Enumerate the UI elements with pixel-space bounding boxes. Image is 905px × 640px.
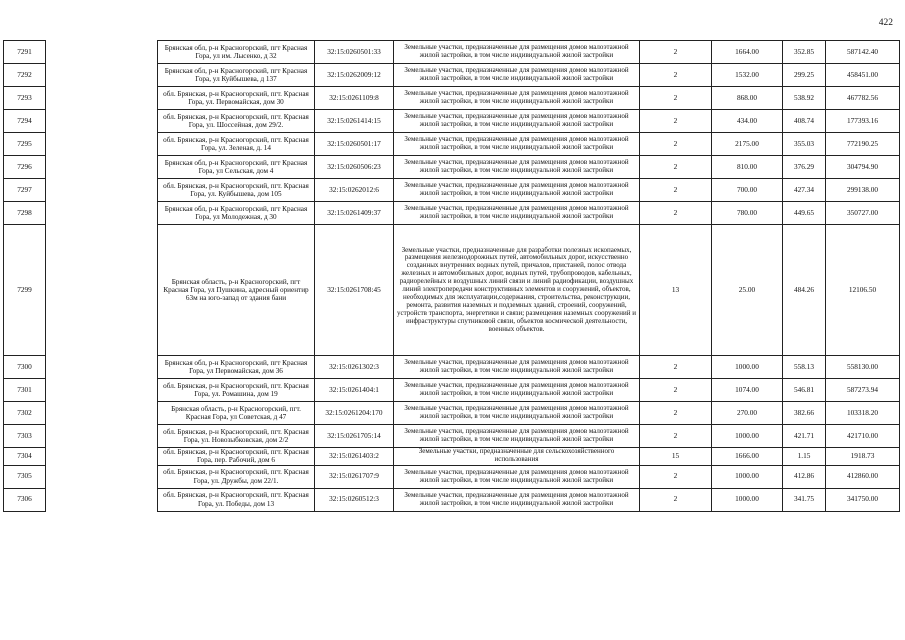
cadastral-number-cell: 32:15:0262009:12 bbox=[315, 64, 394, 87]
cadastral-number-cell: 32:15:0261705:14 bbox=[315, 425, 394, 448]
specific-value-cell: 408.74 bbox=[783, 110, 826, 133]
cadastral-number-cell: 32:15:0260501:33 bbox=[315, 41, 394, 64]
row-gap bbox=[46, 356, 158, 379]
land-use-cell: Земельные участки, предназначенные для сельскохозяйственного использования bbox=[394, 448, 640, 466]
group-cell: 2 bbox=[640, 179, 712, 202]
group-cell: 2 bbox=[640, 356, 712, 379]
cadastral-value-cell: 103318.20 bbox=[826, 402, 900, 425]
row-gap bbox=[46, 110, 158, 133]
row-number: 7292 bbox=[4, 64, 46, 87]
cadastral-value-cell: 587273.94 bbox=[826, 379, 900, 402]
table-row bbox=[4, 110, 900, 133]
row-number: 7298 bbox=[4, 202, 46, 225]
table-row bbox=[4, 156, 900, 179]
row-gap bbox=[46, 425, 158, 448]
group-cell: 2 bbox=[640, 488, 712, 511]
specific-value-cell: 1.15 bbox=[783, 448, 826, 466]
table-row bbox=[4, 202, 900, 225]
cadastral-value-cell: 341750.00 bbox=[826, 488, 900, 511]
address-cell: обл. Брянская, р-н Красногорский, пгт. Красная Гора, пер. Рабочий, дом 6 bbox=[158, 448, 315, 466]
specific-value-cell: 427.34 bbox=[783, 179, 826, 202]
row-number: 7305 bbox=[4, 465, 46, 488]
cadastral-number-cell: 32:15:0261708:45 bbox=[315, 225, 394, 356]
cadastral-number-cell: 32:15:0261204:170 bbox=[315, 402, 394, 425]
cadastral-value-cell: 350727.00 bbox=[826, 202, 900, 225]
address-cell: Брянская обл, р-н Красногорский, пгт Красная Гора, ул им. Лысенко, д 32 bbox=[158, 41, 315, 64]
table-row bbox=[4, 64, 900, 87]
address-cell: Брянская область, р-н Красногорский, пгт. Красная Гора, ул Советская, д 47 bbox=[158, 402, 315, 425]
area-cell: 780.00 bbox=[712, 202, 783, 225]
group-cell: 2 bbox=[640, 41, 712, 64]
row-gap bbox=[46, 202, 158, 225]
group-cell: 2 bbox=[640, 156, 712, 179]
row-gap bbox=[46, 133, 158, 156]
land-use-cell: Земельные участки, предназначенные для размещения домов малоэтажной жилой застройки, в том числе индивидуальной жилой застройки bbox=[394, 156, 640, 179]
address-cell: обл. Брянская, р-н Красногорский, пгт. Красная Гора, ул. Победы, дом 13 bbox=[158, 488, 315, 511]
row-number: 7293 bbox=[4, 87, 46, 110]
specific-value-cell: 449.65 bbox=[783, 202, 826, 225]
cadastral-value-cell: 299138.00 bbox=[826, 179, 900, 202]
row-number: 7306 bbox=[4, 488, 46, 511]
row-number: 7304 bbox=[4, 448, 46, 466]
row-number: 7301 bbox=[4, 379, 46, 402]
specific-value-cell: 376.29 bbox=[783, 156, 826, 179]
table-row bbox=[4, 87, 900, 110]
row-number: 7302 bbox=[4, 402, 46, 425]
cadastral-value-cell: 458451.00 bbox=[826, 64, 900, 87]
cadastral-value-cell: 304794.90 bbox=[826, 156, 900, 179]
group-cell: 15 bbox=[640, 448, 712, 466]
land-use-cell: Земельные участки, предназначенные для размещения домов малоэтажной жилой застройки, в том числе индивидуальной жилой застройки bbox=[394, 41, 640, 64]
address-cell: Брянская обл, р-н Красногорский, пгт Красная Гора, ул Куйбышева, д 137 bbox=[158, 64, 315, 87]
specific-value-cell: 299.25 bbox=[783, 64, 826, 87]
cadastral-number-cell: 32:15:0261302:3 bbox=[315, 356, 394, 379]
address-cell: обл. Брянская, р-н Красногорский, пгт. Красная Гора, ул. Дружбы, дом 22/1. bbox=[158, 465, 315, 488]
group-cell: 2 bbox=[640, 133, 712, 156]
table-row bbox=[4, 133, 900, 156]
group-cell: 2 bbox=[640, 425, 712, 448]
area-cell: 270.00 bbox=[712, 402, 783, 425]
table-row bbox=[4, 488, 900, 511]
area-cell: 2175.00 bbox=[712, 133, 783, 156]
specific-value-cell: 382.66 bbox=[783, 402, 826, 425]
row-gap bbox=[46, 41, 158, 64]
row-gap bbox=[46, 465, 158, 488]
cadastral-number-cell: 32:15:0261409:37 bbox=[315, 202, 394, 225]
area-cell: 1000.00 bbox=[712, 465, 783, 488]
area-cell: 1074.00 bbox=[712, 379, 783, 402]
land-use-cell: Земельные участки, предназначенные для размещения домов малоэтажной жилой застройки, в том числе индивидуальной жилой застройки bbox=[394, 402, 640, 425]
cadastral-number-cell: 32:15:0261403:2 bbox=[315, 448, 394, 466]
land-use-cell: Земельные участки, предназначенные для разработки полезных ископаемых, размещения железнодорожных путей, автомобильных дорог, искусственно созданных внутренних водных путей, причалов, пристаней, полос отвода железных и автомобильных дорог, водных путей, трубопроводов, кабельных, радиорелейных и воздушных линий связи и линий радиофикации, воздушных линий электропередачи конструктивных элементов и сооружений, объектов, необходимых для эксплуатации,содержания, строительства, реконструкции, ремонта, развития наземных и подземных зданий, строений, сооружений, устройств транспорта, энергетики и связи; размещения наземных сооружений и инфраструктуры спутниковой связи, объектов космической деятельности, военных объектов. bbox=[394, 225, 640, 356]
area-cell: 1532.00 bbox=[712, 64, 783, 87]
land-use-cell: Земельные участки, предназначенные для размещения домов малоэтажной жилой застройки, в том числе индивидуальной жилой застройки bbox=[394, 179, 640, 202]
address-cell: Брянская область, р-н Красногорский, пгт Красная Гора, ул Пушкина, адресный ориентир 63м на юго-запад от здания бани bbox=[158, 225, 315, 356]
row-number: 7299 bbox=[4, 225, 46, 356]
cadastral-number-cell: 32:15:0260506:23 bbox=[315, 156, 394, 179]
row-number: 7296 bbox=[4, 156, 46, 179]
specific-value-cell: 546.81 bbox=[783, 379, 826, 402]
specific-value-cell: 341.75 bbox=[783, 488, 826, 511]
table-row bbox=[4, 179, 900, 202]
page-number: 422 bbox=[878, 18, 893, 28]
group-cell: 2 bbox=[640, 379, 712, 402]
group-cell: 2 bbox=[640, 465, 712, 488]
group-cell: 13 bbox=[640, 225, 712, 356]
cadastral-number-cell: 32:15:0261707:9 bbox=[315, 465, 394, 488]
specific-value-cell: 412.86 bbox=[783, 465, 826, 488]
row-gap bbox=[46, 156, 158, 179]
address-cell: обл. Брянская, р-н Красногорский, пгт. Красная Гора, ул. Первомайская, дом 30 bbox=[158, 87, 315, 110]
cadastral-number-cell: 32:15:0260512:3 bbox=[315, 488, 394, 511]
address-cell: обл. Брянская, р-н Красногорский, пгт. Красная Гора, ул. Ромашина, дом 19 bbox=[158, 379, 315, 402]
group-cell: 2 bbox=[640, 402, 712, 425]
row-gap bbox=[46, 379, 158, 402]
row-number: 7303 bbox=[4, 425, 46, 448]
land-registry-table bbox=[3, 40, 900, 512]
row-gap bbox=[46, 179, 158, 202]
address-cell: обл. Брянская, р-н Красногорский, пгт. Красная Гора, ул. Шоссейная, дом 29/2. bbox=[158, 110, 315, 133]
cadastral-number-cell: 32:15:0262012:6 bbox=[315, 179, 394, 202]
specific-value-cell: 538.92 bbox=[783, 87, 826, 110]
land-use-cell: Земельные участки, предназначенные для размещения домов малоэтажной жилой застройки, в том числе индивидуальной жилой застройки bbox=[394, 425, 640, 448]
land-use-cell: Земельные участки, предназначенные для размещения домов малоэтажной жилой застройки, в том числе индивидуальной жилой застройки bbox=[394, 202, 640, 225]
group-cell: 2 bbox=[640, 64, 712, 87]
cadastral-value-cell: 558130.00 bbox=[826, 356, 900, 379]
table-row bbox=[4, 448, 900, 466]
row-gap bbox=[46, 225, 158, 356]
row-gap bbox=[46, 87, 158, 110]
specific-value-cell: 421.71 bbox=[783, 425, 826, 448]
specific-value-cell: 355.03 bbox=[783, 133, 826, 156]
row-number: 7300 bbox=[4, 356, 46, 379]
address-cell: обл. Брянская, р-н Красногорский, пгт. Красная Гора, ул. Новозыбковская, дом 2/2 bbox=[158, 425, 315, 448]
table-row bbox=[4, 379, 900, 402]
cadastral-value-cell: 12106.50 bbox=[826, 225, 900, 356]
cadastral-number-cell: 32:15:0261109:8 bbox=[315, 87, 394, 110]
specific-value-cell: 558.13 bbox=[783, 356, 826, 379]
row-gap bbox=[46, 64, 158, 87]
cadastral-value-cell: 177393.16 bbox=[826, 110, 900, 133]
area-cell: 1664.00 bbox=[712, 41, 783, 64]
address-cell: обл. Брянская, р-н Красногорский, пгт. Красная Гора, ул. Зеленая, д. 14 bbox=[158, 133, 315, 156]
land-use-cell: Земельные участки, предназначенные для размещения домов малоэтажной жилой застройки, в том числе индивидуальной жилой застройки bbox=[394, 110, 640, 133]
row-number: 7291 bbox=[4, 41, 46, 64]
area-cell: 810.00 bbox=[712, 156, 783, 179]
cadastral-value-cell: 421710.00 bbox=[826, 425, 900, 448]
group-cell: 2 bbox=[640, 202, 712, 225]
row-gap bbox=[46, 448, 158, 466]
land-use-cell: Земельные участки, предназначенные для размещения домов малоэтажной жилой застройки, в том числе индивидуальной жилой застройки bbox=[394, 133, 640, 156]
address-cell: Брянская обл, р-н Красногорский, пгт Красная Гора, ул Молодежная, д 30 bbox=[158, 202, 315, 225]
cadastral-number-cell: 32:15:0260501:17 bbox=[315, 133, 394, 156]
row-number: 7294 bbox=[4, 110, 46, 133]
address-cell: обл. Брянская, р-н Красногорский, пгт. Красная Гора, ул. Куйбышева, дом 105 bbox=[158, 179, 315, 202]
table-row bbox=[4, 225, 900, 356]
table-row bbox=[4, 356, 900, 379]
cadastral-number-cell: 32:15:0261414:15 bbox=[315, 110, 394, 133]
specific-value-cell: 352.85 bbox=[783, 41, 826, 64]
land-use-cell: Земельные участки, предназначенные для размещения домов малоэтажной жилой застройки, в том числе индивидуальной жилой застройки bbox=[394, 87, 640, 110]
land-use-cell: Земельные участки, предназначенные для размещения домов малоэтажной жилой застройки, в том числе индивидуальной жилой застройки bbox=[394, 379, 640, 402]
row-number: 7297 bbox=[4, 179, 46, 202]
land-use-cell: Земельные участки, предназначенные для размещения домов малоэтажной жилой застройки, в том числе индивидуальной жилой застройки bbox=[394, 465, 640, 488]
land-use-cell: Земельные участки, предназначенные для размещения домов малоэтажной жилой застройки, в том числе индивидуальной жилой застройки bbox=[394, 64, 640, 87]
area-cell: 25.00 bbox=[712, 225, 783, 356]
address-cell: Брянская обл, р-н Красногорский, пгт Красная Гора, ул Сельская, дом 4 bbox=[158, 156, 315, 179]
land-use-cell: Земельные участки, предназначенные для размещения домов малоэтажной жилой застройки, в том числе индивидуальной жилой застройки bbox=[394, 488, 640, 511]
area-cell: 1000.00 bbox=[712, 488, 783, 511]
area-cell: 434.00 bbox=[712, 110, 783, 133]
row-gap bbox=[46, 488, 158, 511]
cadastral-number-cell: 32:15:0261404:1 bbox=[315, 379, 394, 402]
row-gap bbox=[46, 402, 158, 425]
cadastral-value-cell: 412860.00 bbox=[826, 465, 900, 488]
area-cell: 1000.00 bbox=[712, 356, 783, 379]
specific-value-cell: 484.26 bbox=[783, 225, 826, 356]
area-cell: 868.00 bbox=[712, 87, 783, 110]
table-row bbox=[4, 402, 900, 425]
land-use-cell: Земельные участки, предназначенные для размещения домов малоэтажной жилой застройки, в том числе индивидуальной жилой застройки bbox=[394, 356, 640, 379]
area-cell: 700.00 bbox=[712, 179, 783, 202]
row-number: 7295 bbox=[4, 133, 46, 156]
group-cell: 2 bbox=[640, 110, 712, 133]
address-cell: Брянская обл, р-н Красногорский, пгт Красная Гора, ул Первомайская, дом 36 bbox=[158, 356, 315, 379]
cadastral-value-cell: 587142.40 bbox=[826, 41, 900, 64]
table-row bbox=[4, 41, 900, 64]
cadastral-value-cell: 467782.56 bbox=[826, 87, 900, 110]
table-row bbox=[4, 425, 900, 448]
cadastral-value-cell: 1918.73 bbox=[826, 448, 900, 466]
area-cell: 1000.00 bbox=[712, 425, 783, 448]
table-row bbox=[4, 465, 900, 488]
area-cell: 1666.00 bbox=[712, 448, 783, 466]
cadastral-value-cell: 772190.25 bbox=[826, 133, 900, 156]
group-cell: 2 bbox=[640, 87, 712, 110]
